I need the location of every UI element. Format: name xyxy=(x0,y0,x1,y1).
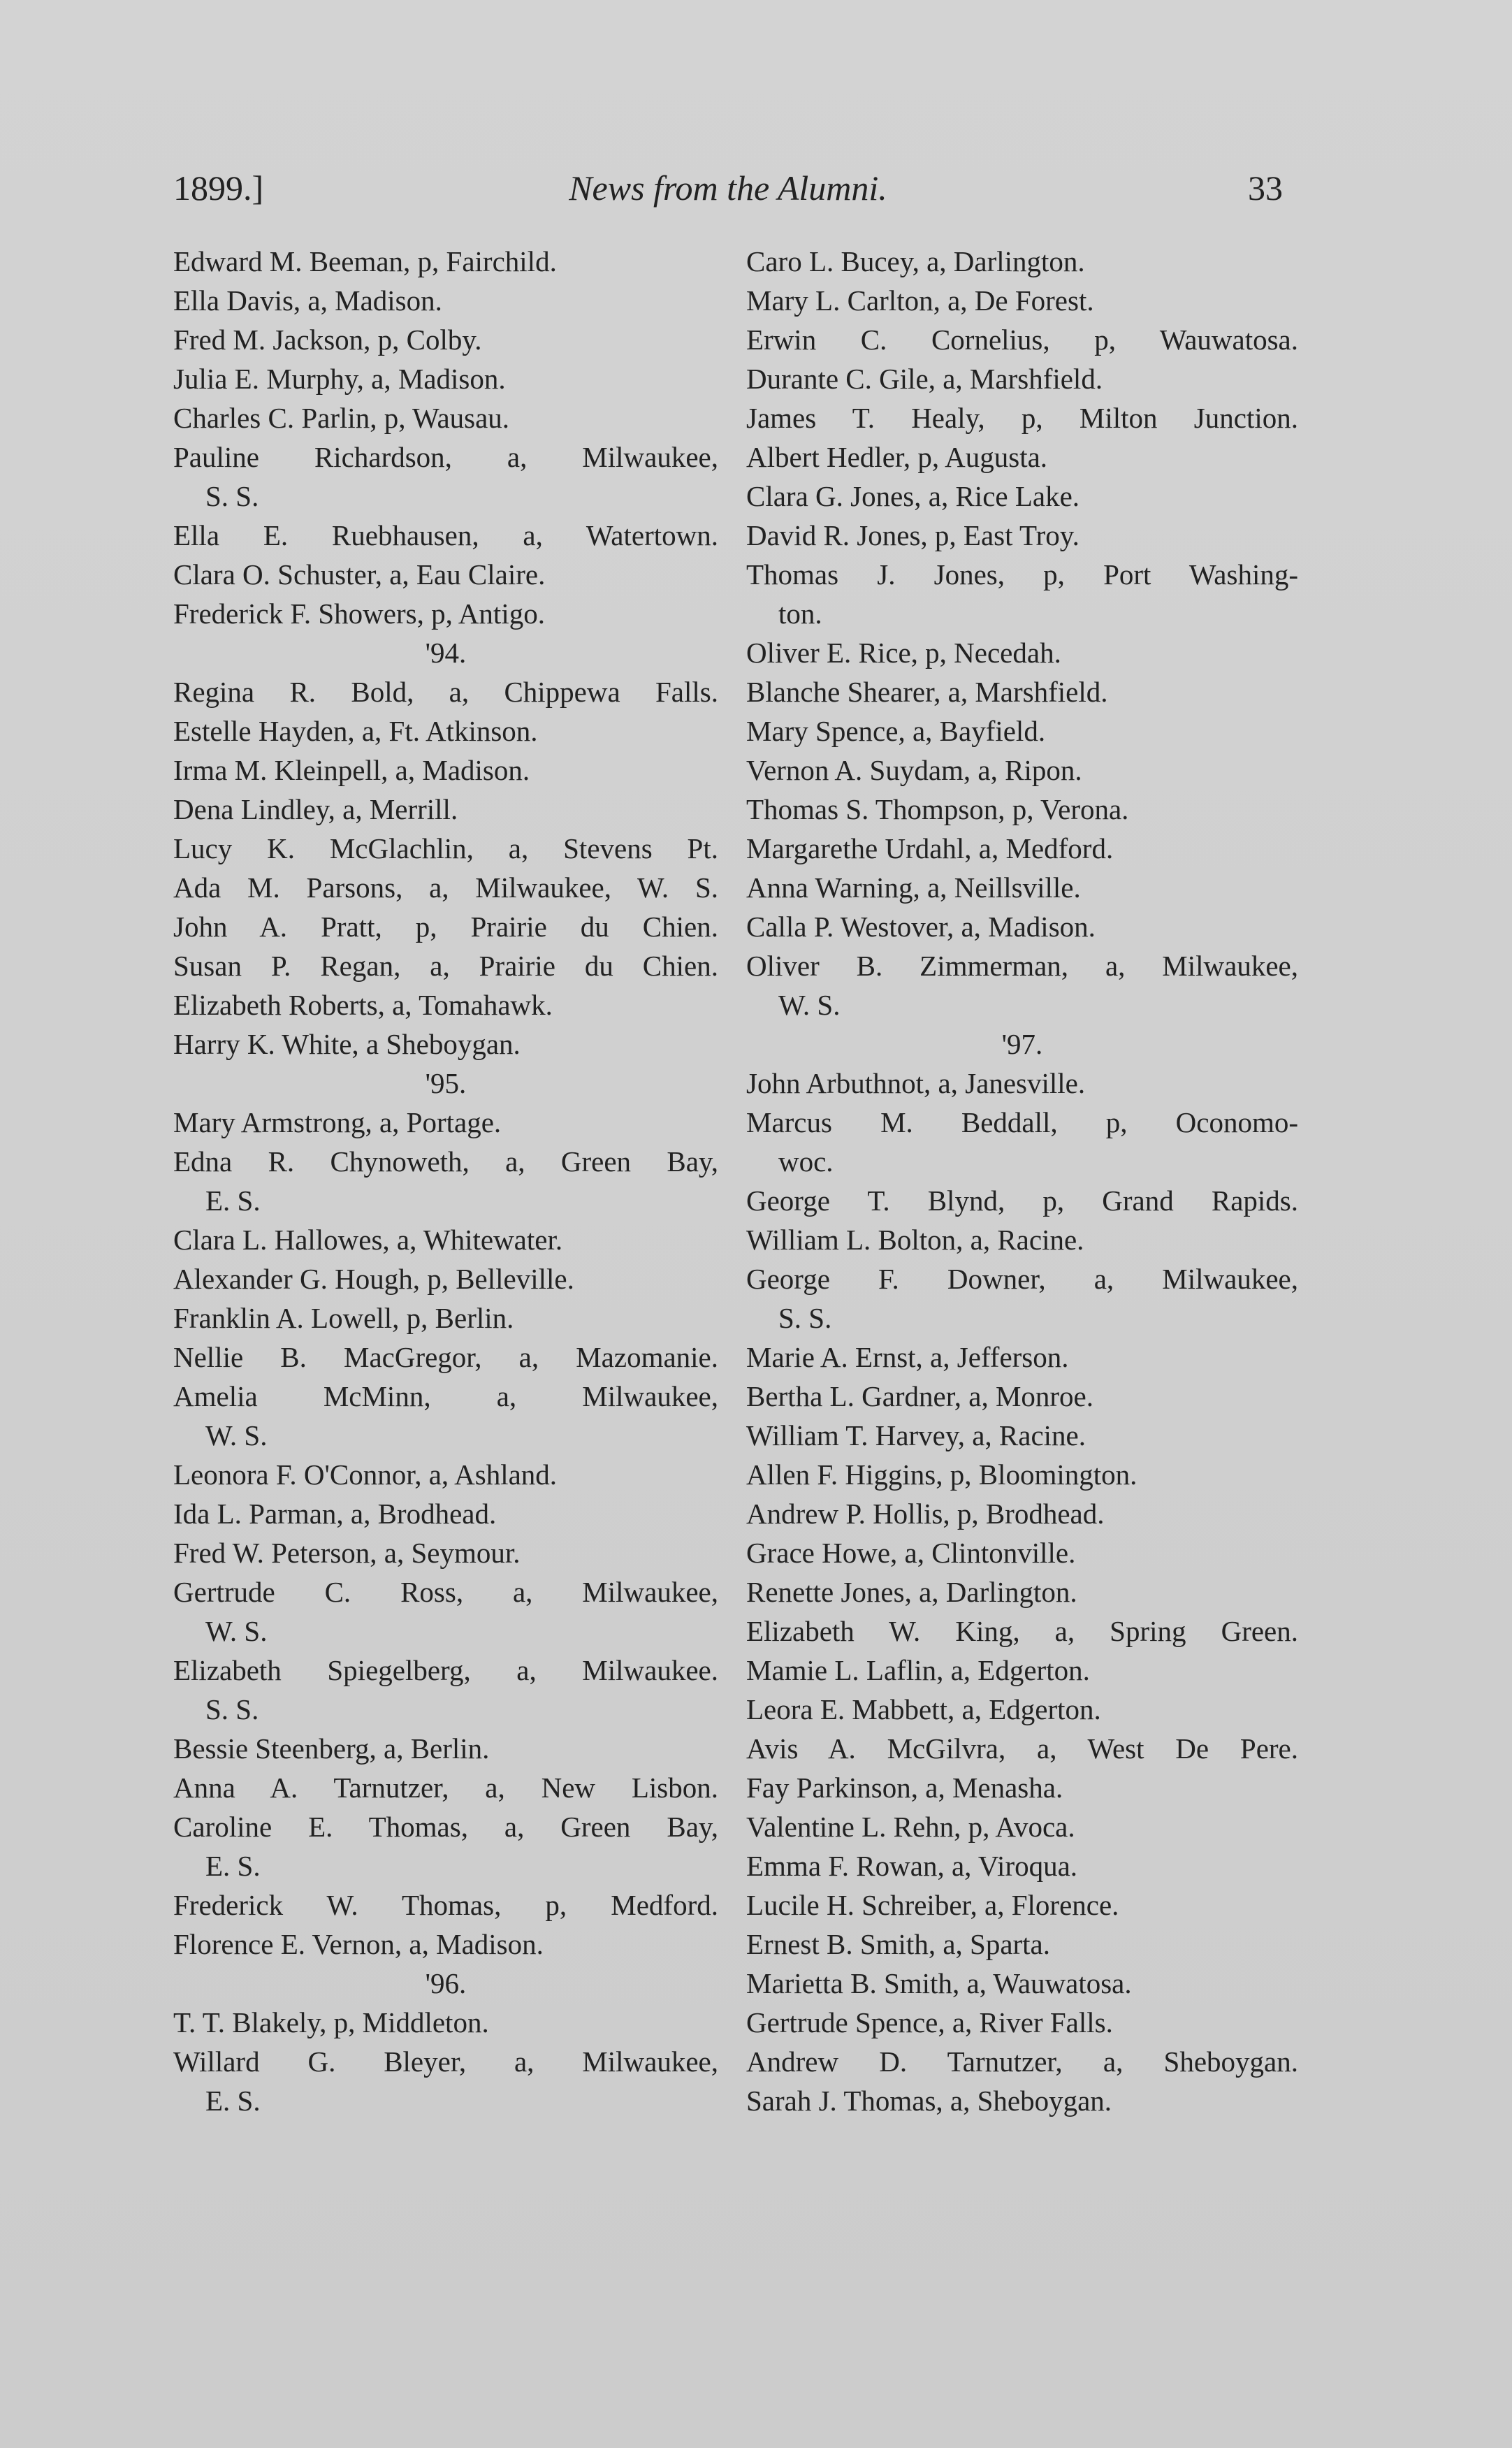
alumni-entry: Albert Hedler, p, Augusta. xyxy=(746,441,1048,473)
alumni-entry: Frederick W. Thomas, p, Medford. xyxy=(173,1889,718,1921)
alumni-entry: Bessie Steenberg, a, Berlin. xyxy=(173,1732,490,1765)
alumni-entry: Estelle Hayden, a, Ft. Atkinson. xyxy=(173,715,538,747)
alumni-entry: Florence E. Vernon, a, Madison. xyxy=(173,1928,544,1960)
alumni-entry: Emma F. Rowan, a, Viroqua. xyxy=(746,1850,1078,1882)
entry-continuation: E. S. xyxy=(205,1185,261,1217)
class-year-heading: '96. xyxy=(425,1967,467,1999)
alumni-entry: Marcus M. Beddall, p, Oconomo- xyxy=(746,1106,1298,1138)
alumni-entry: Ada M. Parsons, a, Milwaukee, W. S. xyxy=(173,871,718,904)
alumni-entry: Margarethe Urdahl, a, Medford. xyxy=(746,832,1114,864)
alumni-entry: Nellie B. MacGregor, a, Mazomanie. xyxy=(173,1341,718,1373)
alumni-entry: Allen F. Higgins, p, Bloomington. xyxy=(746,1458,1137,1491)
alumni-entry: Leora E. Mabbett, a, Edgerton. xyxy=(746,1693,1101,1725)
alumni-entry: Leonora F. O'Connor, a, Ashland. xyxy=(173,1458,558,1491)
alumni-entry: Clara G. Jones, a, Rice Lake. xyxy=(746,480,1080,512)
alumni-entry: Fay Parkinson, a, Menasha. xyxy=(746,1772,1063,1804)
alumni-entry: Blanche Shearer, a, Marshfield. xyxy=(746,676,1108,708)
alumni-entry: Marie A. Ernst, a, Jefferson. xyxy=(746,1341,1069,1373)
alumni-entry: Lucy K. McGlachlin, a, Stevens Pt. xyxy=(173,832,718,864)
entry-continuation: S. S. xyxy=(778,1302,832,1334)
alumni-entry: Renette Jones, a, Darlington. xyxy=(746,1576,1077,1608)
alumni-entry: Ida L. Parman, a, Brodhead. xyxy=(173,1498,497,1530)
alumni-entry: Gertrude C. Ross, a, Milwaukee, xyxy=(173,1576,718,1608)
alumni-entry: Caroline E. Thomas, a, Green Bay, xyxy=(173,1811,718,1843)
alumni-entry: John A. Pratt, p, Prairie du Chien. xyxy=(173,911,718,943)
alumni-entry: James T. Healy, p, Milton Junction. xyxy=(746,402,1298,434)
alumni-entry: Anna A. Tarnutzer, a, New Lisbon. xyxy=(173,1772,718,1804)
alumni-entry: Frederick F. Showers, p, Antigo. xyxy=(173,597,545,630)
left-column xyxy=(173,242,718,2120)
alumni-entry: Ella E. Ruebhausen, a, Watertown. xyxy=(173,519,718,551)
alumni-entry: Regina R. Bold, a, Chippewa Falls. xyxy=(173,676,718,708)
alumni-entry: Calla P. Westover, a, Madison. xyxy=(746,911,1096,943)
alumni-entry: Julia E. Murphy, a, Madison. xyxy=(173,363,506,395)
alumni-entry: William T. Harvey, a, Racine. xyxy=(746,1419,1086,1451)
alumni-entry: Elizabeth Spiegelberg, a, Milwaukee. xyxy=(173,1654,718,1686)
alumni-entry: Edward M. Beeman, p, Fairchild. xyxy=(173,245,557,277)
alumni-entry: Mary Spence, a, Bayfield. xyxy=(746,715,1046,747)
alumni-entry: Lucile H. Schreiber, a, Florence. xyxy=(746,1889,1119,1921)
alumni-entry: Ella Davis, a, Madison. xyxy=(173,284,442,317)
alumni-entry: Grace Howe, a, Clintonville. xyxy=(746,1537,1076,1569)
alumni-entry: Amelia McMinn, a, Milwaukee, xyxy=(173,1380,718,1412)
alumni-entry: George F. Downer, a, Milwaukee, xyxy=(746,1263,1298,1295)
alumni-entry: Edna R. Chynoweth, a, Green Bay, xyxy=(173,1145,718,1178)
class-year-heading: '94. xyxy=(425,637,467,669)
alumni-entry: Marietta B. Smith, a, Wauwatosa. xyxy=(746,1967,1132,1999)
alumni-entry: Valentine L. Rehn, p, Avoca. xyxy=(746,1811,1075,1843)
alumni-entry: Clara O. Schuster, a, Eau Claire. xyxy=(173,558,546,591)
alumni-entry: Andrew D. Tarnutzer, a, Sheboygan. xyxy=(746,2045,1298,2078)
alumni-entry: Alexander G. Hough, p, Belleville. xyxy=(173,1263,574,1295)
alumni-entry: Clara L. Hallowes, a, Whitewater. xyxy=(173,1224,563,1256)
entry-continuation: woc. xyxy=(778,1145,834,1178)
alumni-entry: Charles C. Parlin, p, Wausau. xyxy=(173,402,510,434)
alumni-entry: Vernon A. Suydam, a, Ripon. xyxy=(746,754,1082,786)
alumni-entry: Fred W. Peterson, a, Seymour. xyxy=(173,1537,521,1569)
alumni-entry: Elizabeth W. King, a, Spring Green. xyxy=(746,1615,1298,1647)
alumni-entry: Franklin A. Lowell, p, Berlin. xyxy=(173,1302,514,1334)
running-header xyxy=(173,168,1283,217)
entry-continuation: S. S. xyxy=(205,1693,259,1725)
alumni-entry: Andrew P. Hollis, p, Brodhead. xyxy=(746,1498,1105,1530)
alumni-entry: T. T. Blakely, p, Middleton. xyxy=(173,2006,489,2038)
alumni-entry: Willard G. Bleyer, a, Milwaukee, xyxy=(173,2045,718,2078)
alumni-entry: Bertha L. Gardner, a, Monroe. xyxy=(746,1380,1094,1412)
page-number: 33 xyxy=(1248,168,1283,208)
header-title: News from the Alumni. xyxy=(569,168,887,208)
entry-continuation: S. S. xyxy=(205,480,259,512)
right-column xyxy=(746,242,1298,2120)
alumni-entry: Gertrude Spence, a, River Falls. xyxy=(746,2006,1113,2038)
alumni-entry: Thomas J. Jones, p, Port Washing- xyxy=(746,558,1298,591)
entry-continuation: E. S. xyxy=(205,1850,261,1882)
alumni-entry: Fred M. Jackson, p, Colby. xyxy=(173,324,482,356)
alumni-entry: Ernest B. Smith, a, Sparta. xyxy=(746,1928,1051,1960)
alumni-entry: William L. Bolton, a, Racine. xyxy=(746,1224,1084,1256)
alumni-entry: Mamie L. Laflin, a, Edgerton. xyxy=(746,1654,1090,1686)
entry-continuation: W. S. xyxy=(205,1615,268,1647)
alumni-entry: Caro L. Bucey, a, Darlington. xyxy=(746,245,1085,277)
header-year: 1899.] xyxy=(173,168,264,208)
alumni-entry: Avis A. McGilvra, a, West De Pere. xyxy=(746,1732,1298,1765)
alumni-entry: Erwin C. Cornelius, p, Wauwatosa. xyxy=(746,324,1298,356)
alumni-entry: David R. Jones, p, East Troy. xyxy=(746,519,1080,551)
alumni-entry: Elizabeth Roberts, a, Tomahawk. xyxy=(173,989,553,1021)
alumni-entry: Harry K. White, a Sheboygan. xyxy=(173,1028,521,1060)
class-year-heading: '97. xyxy=(1001,1028,1043,1060)
alumni-entry: Anna Warning, a, Neillsville. xyxy=(746,871,1081,904)
entry-continuation: ton. xyxy=(778,597,822,630)
entry-continuation: E. S. xyxy=(205,2085,261,2117)
alumni-entry: George T. Blynd, p, Grand Rapids. xyxy=(746,1185,1298,1217)
alumni-entry: Durante C. Gile, a, Marshfield. xyxy=(746,363,1103,395)
alumni-entry: Irma M. Kleinpell, a, Madison. xyxy=(173,754,530,786)
alumni-entry: John Arbuthnot, a, Janesville. xyxy=(746,1067,1086,1099)
entry-continuation: W. S. xyxy=(205,1419,268,1451)
alumni-entry: Sarah J. Thomas, a, Sheboygan. xyxy=(746,2085,1112,2117)
alumni-entry: Pauline Richardson, a, Milwaukee, xyxy=(173,441,718,473)
alumni-entry: Mary L. Carlton, a, De Forest. xyxy=(746,284,1094,317)
alumni-entry: Mary Armstrong, a, Portage. xyxy=(173,1106,502,1138)
alumni-entry: Dena Lindley, a, Merrill. xyxy=(173,793,458,825)
alumni-entry: Oliver B. Zimmerman, a, Milwaukee, xyxy=(746,950,1298,982)
alumni-entry: Susan P. Regan, a, Prairie du Chien. xyxy=(173,950,718,982)
entry-continuation: W. S. xyxy=(778,989,841,1021)
class-year-heading: '95. xyxy=(425,1067,467,1099)
alumni-entry: Thomas S. Thompson, p, Verona. xyxy=(746,793,1129,825)
alumni-entry: Oliver E. Rice, p, Necedah. xyxy=(746,637,1061,669)
